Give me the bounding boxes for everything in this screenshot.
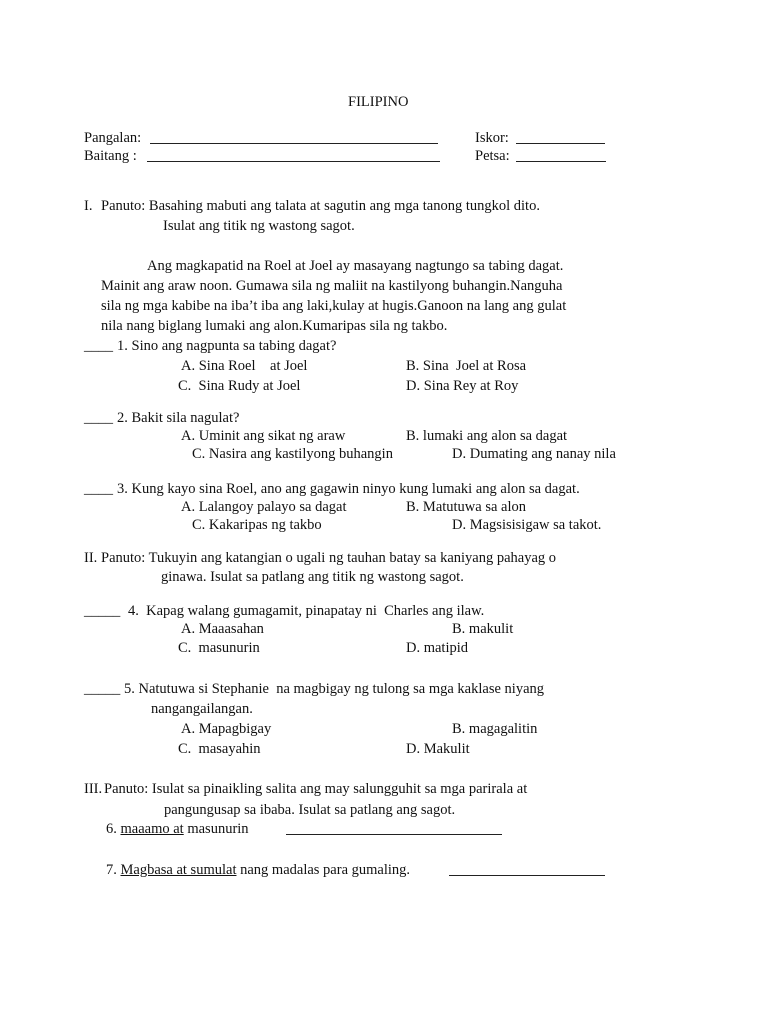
choice-b: B. makulit [452,621,514,637]
answer-blank[interactable]: ____ [84,338,113,354]
question-text-continued: nangangailangan. [151,701,253,717]
part3-number: III. [84,781,103,797]
passage-line: Ang magkapatid na Roel at Joel ay masayang nagtungo sa tabing dagat. [147,258,564,274]
choice-b: B. lumaki ang alon sa dagat [406,428,568,444]
answer-blank[interactable]: _____ [84,603,121,619]
part1-number: I. [84,198,93,214]
part2-number: II. [84,550,98,566]
part3-instruction-line2: pangungusap sa ibaba. Isulat sa patlang ang sagot. [164,802,456,818]
answer-blank[interactable]: _____ [84,681,121,697]
choice-d: D. Makulit [406,741,470,757]
item-6 [106,820,249,838]
item-rest-text: nang madalas para gumaling. [236,862,411,878]
answer-blank[interactable]: ____ [84,410,113,426]
part1-instruction-line1: Panuto: Basahing mabuti ang talata at sagutin ang mga tanong tungkol dito. [101,198,540,214]
answer-line[interactable] [286,834,502,835]
part2-instruction-line1: Panuto: Tukuyin ang katangian o ugali ng tauhan batay sa kaniyang pahayag o [101,550,557,566]
answer-blank[interactable]: ____ [84,481,113,497]
choice-c: C. Kakaripas ng takbo [192,517,322,533]
page-title: FILIPINO [348,94,409,110]
part1-instruction-line2: Isulat ang titik ng wastong sagot. [163,218,355,234]
choice-c: C. masayahin [178,741,261,757]
date-label: Petsa: [475,148,510,164]
choice-a: A. Maaasahan [181,621,264,637]
question-text: 5. Natutuwa si Stephanie na magbigay ng tulong sa mga kaklase niyang [124,681,545,697]
choice-a: A. Uminit ang sikat ng araw [181,428,346,444]
item-7 [106,861,410,879]
choice-c: C. Sina Rudy at Joel [178,378,301,394]
name-label: Pangalan: [84,130,142,146]
choice-c: C. Nasira ang kastilyong buhangin [192,446,393,462]
choice-a: A. Mapagbigay [181,721,272,737]
choice-b: B. Matutuwa sa alon [406,499,527,515]
item-rest-text: masunurin [183,821,249,837]
choice-c: C. masunurin [178,640,260,656]
underlined-phrase: Magbasa at sumulat [120,862,237,878]
score-field[interactable] [516,143,605,144]
grade-field[interactable] [147,161,440,162]
date-field[interactable] [516,161,606,162]
score-label: Iskor: [475,130,509,146]
question-text: 4. Kapag walang gumagamit, pinapatay ni Charles ang ilaw. [128,603,485,619]
choice-d: D. Dumating ang nanay nila [452,446,616,462]
question-text: 1. Sino ang nagpunta sa tabing dagat? [117,338,337,354]
grade-label: Baitang : [84,148,137,164]
choice-d: D. Sina Rey at Roy [406,378,519,394]
choice-d: D. Magsisisigaw sa takot. [452,517,602,533]
name-field[interactable] [150,143,438,144]
choice-d: D. matipid [406,640,469,656]
choice-a: A. Sina Roel at Joel [181,358,308,374]
underlined-phrase: maaamo at [120,821,184,837]
question-text: 3. Kung kayo sina Roel, ano ang gagawin ninyo kung lumaki ang alon sa dagat. [117,481,580,497]
item-number: 6. [106,821,117,837]
passage-line: Mainit ang araw noon. Gumawa sila ng maliit na kastilyong buhangin.Nanguha [101,278,563,294]
part3-instruction-line1: Panuto: Isulat sa pinaikling salita ang may salungguhit sa mga parirala at [104,781,528,797]
answer-line[interactable] [449,875,605,876]
choice-b: B. Sina Joel at Rosa [406,358,527,374]
choice-a: A. Lalangoy palayo sa dagat [181,499,347,515]
question-text: 2. Bakit sila nagulat? [117,410,240,426]
passage-line: sila ng mga kabibe na iba’t iba ang laki,kulay at hugis.Ganoon na lang ang gulat [101,298,567,314]
item-number: 7. [106,862,117,878]
choice-b: B. magagalitin [452,721,538,737]
part2-instruction-line2: ginawa. Isulat sa patlang ang titik ng wastong sagot. [161,569,464,585]
passage-line: nila nang biglang lumaki ang alon.Kumaripas sila ng takbo. [101,318,448,334]
